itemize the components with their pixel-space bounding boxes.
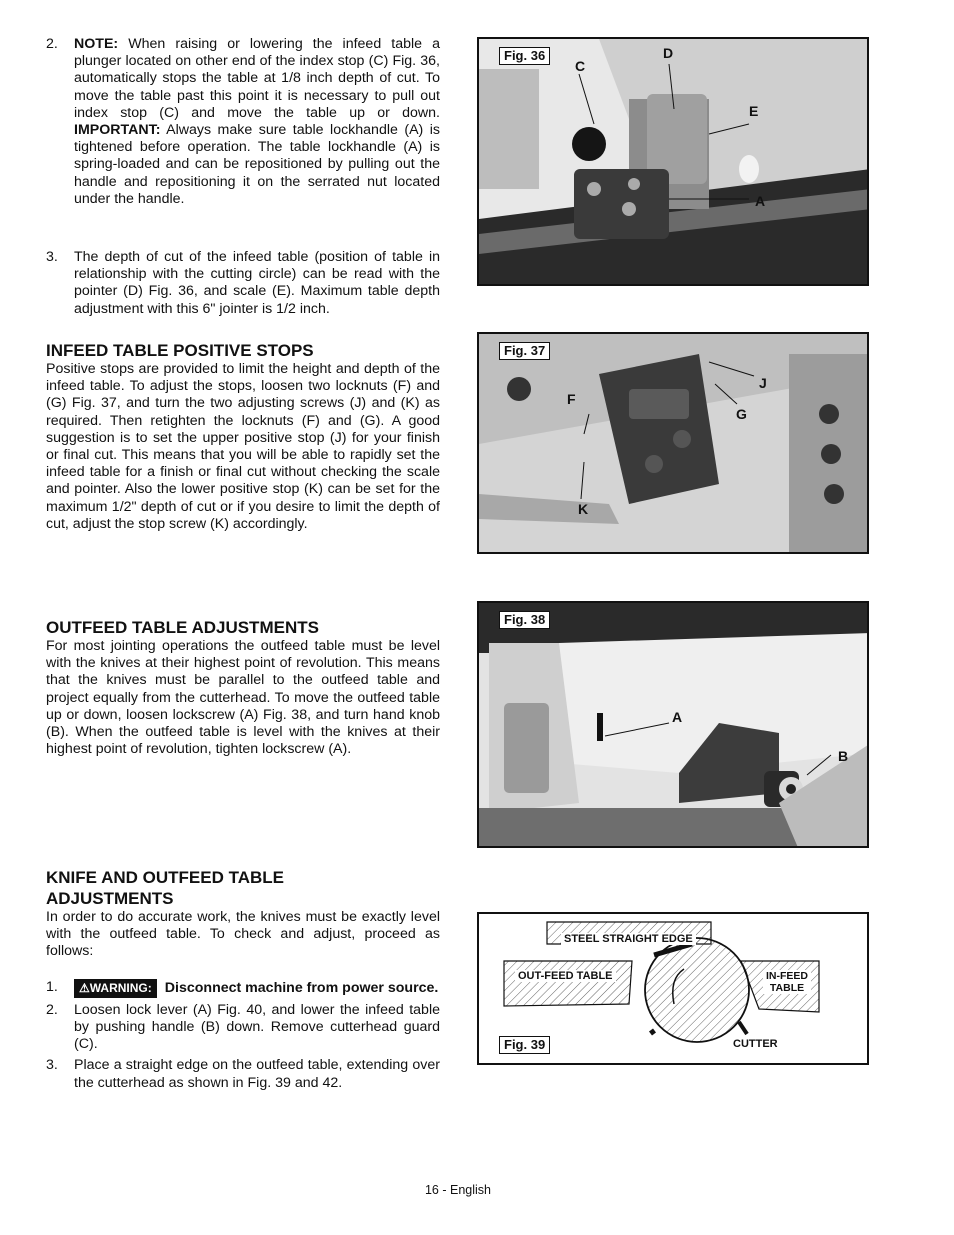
page-footer: 16 - English [424,1183,491,1197]
list-item: 2. Loosen lock lever (A) Fig. 40, and lower the infeed table by pushing handle (B) down. Remove cutterhead guard (C). [46,1001,440,1053]
callout-d: D [663,45,674,61]
outfeed-table-label: OUT-FEED TABLE [515,970,616,982]
callout-f: F [567,391,576,407]
fig36-illustration [479,39,869,286]
step-text: When raising or lowering the infeed table a plunger located on other end of the index stop (C) Fig. 36, automatically stops the table at 1/8 inch depth of cut. To move the table past this point it is necessary to pull out index stop (C) and move the table up or down. [74,36,440,121]
section-body: Positive stops are provided to limit the height and depth of the infeed table. To adjust the stops, loosen two locknuts (F) and (G) Fig. 37, and turn the two adjusting screws (J) and (K) as required. Then retighten the locknuts (F) and (G). A good suggestion is to set the upper positive stop (J) for your finish or final cut. This means that you will be able to rapidly set the infeed table for a finish or final cut without checking the scale and pointer. Also the lower positive stop (K) can be set for the maximum 1/2" depth of cut or if you desire to limit the depth of cut, adjust the stop screw (K) accordingly. [46,361,440,532]
figure-38-photo [477,601,869,848]
callout-a: A [672,709,683,725]
step-2 [46,36,440,208]
cutter-label: CUTTER [733,1038,778,1050]
callout-j: J [759,375,767,391]
callout-k: K [578,501,589,517]
section-heading: KNIFE AND OUTFEED TABLE ADJUSTMENTS [46,868,284,908]
fig37-illustration [479,334,869,554]
figure-label: Fig. 36 [499,47,550,65]
list-item: 3. Place a straight edge on the outfeed table, extending over the cutterhead as shown in Fig. 39 and 42. [46,1057,440,1091]
step-number: 2. [46,36,58,52]
step-number: 3. [46,249,58,265]
section-body: For most jointing operations the outfeed table must be level with the knives at their highest point of revolution. This means that the knives must be parallel to the outfeed table and project equally from the cutterhead. To move the outfeed table up or down, loosen lockscrew (A) Fig. 38, and turn hand knob (B). When the outfeed table is level with the knives at their highest point of revolution, tighten lockscrew (A). [46,638,440,758]
section-outfeed-adjustments [46,617,440,758]
note-label: NOTE: [74,36,119,52]
figure-39-diagram [477,912,869,1065]
section-heading: OUTFEED TABLE ADJUSTMENTS [46,618,319,637]
figure-36-photo [477,37,869,286]
figure-label: Fig. 39 [499,1036,550,1054]
step-text: Always make sure table lockhandle (A) is tightened before operation. The table lockhandle (A) is spring-loaded and can be repositioned by pulling out the handle and repositioning it on the serrated nut located under the handle. [74,122,440,207]
section-knife-adjustments [46,867,440,1092]
warning-badge: ⚠WARNING: [74,979,157,998]
section-intro: In order to do accurate work, the knives must be exactly level with the outfeed table. To check and adjust, proceed as follows: [46,909,440,960]
section-heading: INFEED TABLE POSITIVE STOPS [46,341,314,360]
step-3 [46,249,440,318]
callout-b: B [838,748,849,764]
callout-e: E [749,103,759,119]
figure-37-photo [477,332,869,554]
steel-straight-edge-label: STEEL STRAIGHT EDGE [561,933,696,945]
important-label: IMPORTANT: [74,122,161,139]
callout-g: G [736,406,747,422]
list-item: 1. ⚠WARNING: Disconnect machine from power source. [46,979,440,998]
step-text: The depth of cut of the infeed table (position of table in relationship with the cutting circle) can be read with the pointer (D) Fig. 36, and scale (E). Maximum table depth adjustment with this 6" jointer is 1/2 inch. [74,249,440,317]
figure-label: Fig. 38 [499,611,550,629]
infeed-table-label: IN-FEED TABLE [763,970,811,994]
section-positive-stops [46,340,440,533]
fig38-illustration [479,603,869,848]
callout-c: C [575,58,586,74]
figure-label: Fig. 37 [499,342,550,360]
callout-a: A [755,193,766,209]
